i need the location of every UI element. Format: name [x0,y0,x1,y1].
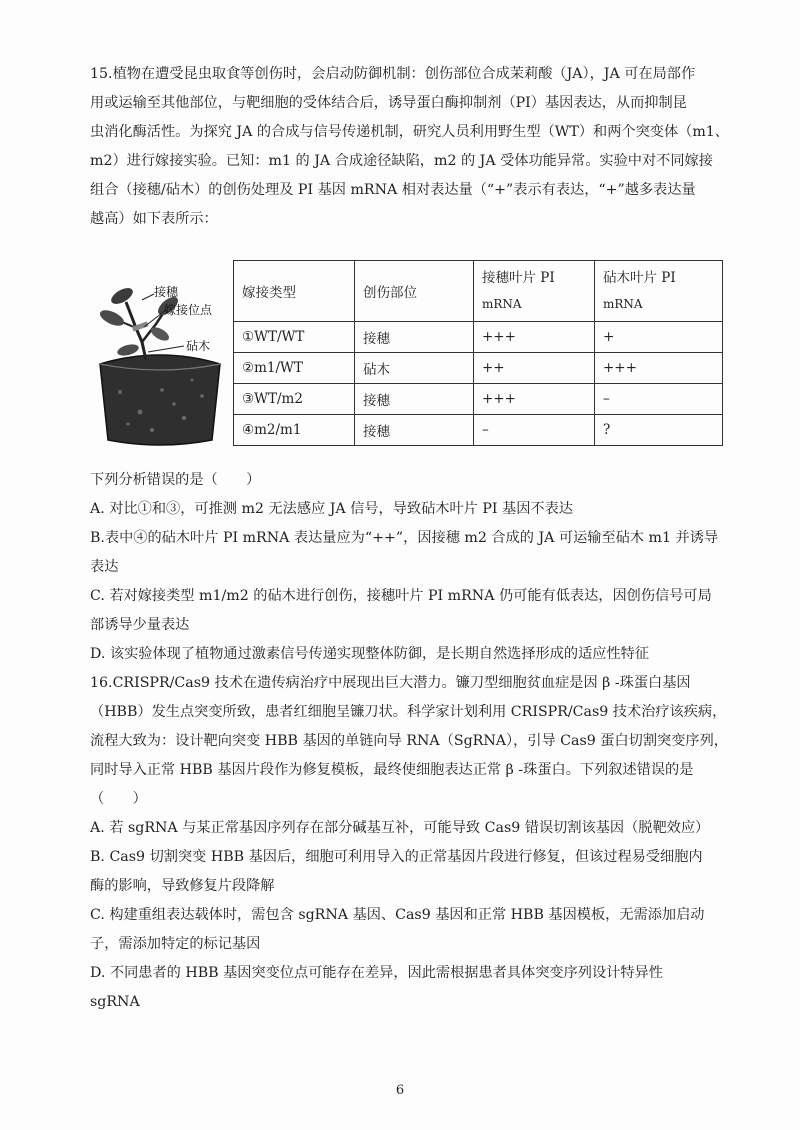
table-cell: 砧木 [355,353,474,384]
header-cell-line2: mRNA [603,297,643,311]
table-cell: 接穗 [355,384,474,415]
header-cell [474,261,595,322]
q16-stem-line: （ ） [90,791,147,807]
header-cell-line2: mRNA [482,297,522,311]
q16-stem [90,669,730,1017]
label-scion: 接穗 [154,285,179,299]
q16-option-c: C. 构建重组表达载体时，需包含 sgRNA 基因、Cas9 基因和正常 HBB 基因模板，无需添加启动 [90,907,705,923]
table-row [234,384,723,415]
q15-option-a: A. 对比①和③，可推测 m2 无法感应 JA 信号，导致砧木叶片 PI 基因不表达 [90,501,573,517]
q16-stem-line: 同时导入正常 HBB 基因片段作为修复模板，最终使细胞表达正常 β -珠蛋白。下列叙述错误的是 [90,762,694,778]
table-cell: – [474,415,595,446]
q15-option-c: C. 若对嫁接类型 m1/m2 的砧木进行创伤，接穗叶片 PI mRNA 仍可能有低表达，因创伤信号可局 [90,588,712,604]
header-cell [595,261,723,322]
q15-option-b-cont: 表达 [90,559,119,575]
table-cell: 接穗 [355,322,474,353]
q16-option-d: D. 不同患者的 HBB 基因突变位点可能存在差异，因此需根据患者具体突变序列设计特异性 [90,965,663,981]
q16-stem-line: （HBB）发生点突变所致，患者红细胞呈镰刀状。科学家计划利用 CRISPR/Cas9 技术治疗该疾病， [90,704,727,720]
q15-options [90,466,730,669]
grafted-plant-figure [92,272,228,448]
label-rootstock: 砧木 [186,339,211,353]
q15-stem-line: m2）进行嫁接实验。已知：m1 的 JA 合成途径缺陷，m2 的 JA 受体功能异常。实验中对不同嫁接 [90,153,713,169]
q15-prompt: 下列分析错误的是（ ） [90,472,261,488]
table-cell: ④m2/m1 [234,415,355,446]
grafting-table [233,260,723,446]
q15-stem-line: 虫消化酶活性。为探究 JA 的合成与信号传递机制，研究人员利用野生型（WT）和两个突变体（m1、 [90,124,729,140]
table-cell: ①WT/WT [234,322,355,353]
q16-option-d-cont: sgRNA [90,994,140,1010]
table-cell: + [595,322,723,353]
header-cell: 嫁接类型 [234,261,355,322]
q15-stem [90,60,730,234]
q16-option-b: B. Cas9 切割突变 HBB 基因后，细胞可利用导入的正常基因片段进行修复，但该过程易受细胞内 [90,849,703,865]
table-row [234,322,723,353]
q15-stem-line: 15.植物在遭受昆虫取食等创伤时，会启动防御机制：创伤部位合成茉莉酸（JA），JA 可在局部作 [90,66,696,82]
q15-stem-line: 组合（接穗/砧木）的创伤处理及 PI 基因 mRNA 相对表达量（“+”表示有表达，“+”越多表达量 [90,182,696,198]
q15-option-c-cont: 部诱导少量表达 [90,617,190,633]
table-cell: +++ [595,353,723,384]
table-cell: ③WT/m2 [234,384,355,415]
table-cell: ? [595,415,723,446]
q16-option-c-cont: 子，需添加特定的标记基因 [90,936,261,952]
table-row [234,353,723,384]
table-cell: ++ [474,353,595,384]
header-cell: 创伤部位 [355,261,474,322]
label-graft-point: 嫁接位点 [164,303,213,317]
table-cell: +++ [474,322,595,353]
q15-option-b: B.表中④的砧木叶片 PI mRNA 表达量应为“++”，因接穗 m2 合成的 JA 可运输至砧木 m1 并诱导 [90,530,719,546]
q16-option-a: A. 若 sgRNA 与某正常基因序列存在部分碱基互补，可能导致 Cas9 错误切割该基因（脱靶效应） [90,820,710,836]
page-number: 6 [395,1083,405,1098]
q15-option-d: D. 该实验体现了植物通过激素信号传递实现整体防御，是长期自然选择形成的适应性特征 [90,646,650,662]
table-row [234,415,723,446]
q15-stem-line: 用或运输至其他部位，与靶细胞的受体结合后，诱导蛋白酶抑制剂（PI）基因表达，从而抑制昆 [90,95,687,111]
header-cell-line1: 砧木叶片 PI [603,270,676,286]
q16-stem-line: 16.CRISPR/Cas9 技术在遗传病治疗中展现出巨大潜力。镰刀型细胞贫血症是因 β -珠蛋白基因 [90,675,691,691]
table-header-row [234,261,723,322]
q16-stem-line: 流程大致为：设计靶向突变 HBB 基因的单链向导 RNA（SgRNA），引导 Cas9 蛋白切割突变序列， [90,733,728,749]
table-cell: +++ [474,384,595,415]
q16-option-b-cont: 酶的影响，导致修复片段降解 [90,878,275,894]
q15-stem-line: 越高）如下表所示： [90,211,218,227]
table-cell: ②m1/WT [234,353,355,384]
table-cell: – [595,384,723,415]
header-cell-line1: 接穗叶片 PI [482,270,555,286]
table-cell: 接穗 [355,415,474,446]
